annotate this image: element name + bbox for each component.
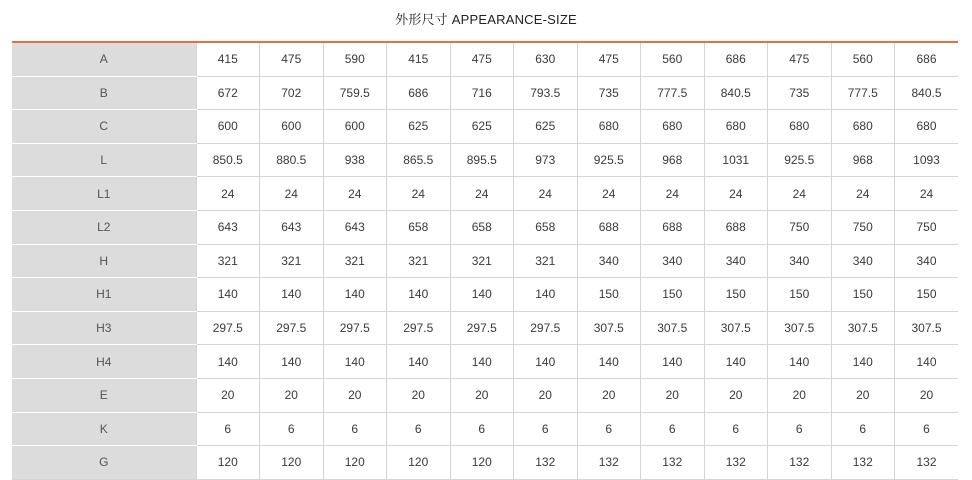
table-cell: 307.5: [831, 311, 895, 345]
table-cell: 688: [641, 210, 705, 244]
table-row: [12, 345, 958, 379]
table-cell: 140: [387, 278, 451, 312]
table-cell: 307.5: [641, 311, 705, 345]
table-cell: 321: [260, 244, 324, 278]
table-cell: 6: [831, 412, 895, 446]
table-cell: 680: [768, 110, 832, 144]
table-cell: 865.5: [387, 143, 451, 177]
table-cell: 340: [577, 244, 641, 278]
table-row: [12, 378, 958, 412]
table-cell: 680: [704, 110, 768, 144]
table-cell: 24: [514, 177, 578, 211]
table-cell: 735: [577, 76, 641, 110]
table-cell: 150: [704, 278, 768, 312]
table-cell: 150: [831, 278, 895, 312]
table-cell: 643: [196, 210, 260, 244]
table-cell: 475: [577, 43, 641, 76]
table-cell: 20: [450, 378, 514, 412]
table-cell: 132: [577, 446, 641, 480]
table-cell: 658: [387, 210, 451, 244]
appearance-size-table: [12, 43, 958, 480]
table-cell: 643: [260, 210, 324, 244]
row-label: H4: [12, 345, 196, 379]
table-cell: 321: [450, 244, 514, 278]
table-cell: 600: [260, 110, 324, 144]
table-cell: 297.5: [514, 311, 578, 345]
table-cell: 297.5: [323, 311, 387, 345]
table-cell: 24: [387, 177, 451, 211]
table-cell: 20: [768, 378, 832, 412]
table-cell: 968: [831, 143, 895, 177]
table-cell: 750: [768, 210, 832, 244]
row-label: H: [12, 244, 196, 278]
table-cell: 688: [577, 210, 641, 244]
table-cell: 850.5: [196, 143, 260, 177]
table-cell: 132: [895, 446, 959, 480]
table-cell: 24: [704, 177, 768, 211]
table-cell: 132: [514, 446, 578, 480]
row-label: E: [12, 378, 196, 412]
table-cell: 686: [895, 43, 959, 76]
table-row: [12, 43, 958, 76]
table-cell: 6: [450, 412, 514, 446]
table-cell: 132: [641, 446, 705, 480]
table-cell: 297.5: [260, 311, 324, 345]
table-cell: 140: [260, 345, 324, 379]
table-cell: 120: [387, 446, 451, 480]
row-label: B: [12, 76, 196, 110]
row-label: H3: [12, 311, 196, 345]
table-cell: 307.5: [577, 311, 641, 345]
table-cell: 321: [387, 244, 451, 278]
table-cell: 140: [450, 278, 514, 312]
table-cell: 140: [323, 278, 387, 312]
table-cell: 120: [196, 446, 260, 480]
table-row: [12, 143, 958, 177]
table-cell: 24: [577, 177, 641, 211]
table-cell: 658: [450, 210, 514, 244]
table-cell: 600: [196, 110, 260, 144]
table-cell: 895.5: [450, 143, 514, 177]
table-cell: 140: [768, 345, 832, 379]
table-cell: 625: [387, 110, 451, 144]
page-title: 外形尺寸 APPEARANCE-SIZE: [395, 12, 577, 27]
table-cell: 140: [641, 345, 705, 379]
table-cell: 840.5: [895, 76, 959, 110]
table-cell: 140: [514, 345, 578, 379]
row-label: A: [12, 43, 196, 76]
table-cell: 132: [831, 446, 895, 480]
table-cell: 150: [768, 278, 832, 312]
table-cell: 840.5: [704, 76, 768, 110]
table-cell: 340: [831, 244, 895, 278]
table-cell: 600: [323, 110, 387, 144]
table-cell: 150: [577, 278, 641, 312]
table-cell: 688: [704, 210, 768, 244]
table-cell: 625: [450, 110, 514, 144]
table-cell: 968: [641, 143, 705, 177]
table-cell: 6: [387, 412, 451, 446]
table-row: [12, 412, 958, 446]
table-cell: 20: [831, 378, 895, 412]
table-cell: 321: [323, 244, 387, 278]
table-cell: 6: [323, 412, 387, 446]
table-cell: 680: [895, 110, 959, 144]
table-cell: 680: [577, 110, 641, 144]
table-cell: 297.5: [387, 311, 451, 345]
table-cell: 475: [768, 43, 832, 76]
table-cell: 24: [260, 177, 324, 211]
table-cell: 777.5: [641, 76, 705, 110]
table-cell: 340: [895, 244, 959, 278]
table-cell: 6: [514, 412, 578, 446]
table-cell: 702: [260, 76, 324, 110]
table-cell: 150: [895, 278, 959, 312]
table-cell: 938: [323, 143, 387, 177]
table-cell: 6: [260, 412, 324, 446]
table-cell: 24: [768, 177, 832, 211]
table-cell: 321: [196, 244, 260, 278]
row-label: H1: [12, 278, 196, 312]
table-cell: 6: [768, 412, 832, 446]
table-cell: 340: [768, 244, 832, 278]
table-cell: 340: [704, 244, 768, 278]
table-cell: 307.5: [895, 311, 959, 345]
table-cell: 415: [387, 43, 451, 76]
table-cell: 680: [641, 110, 705, 144]
table-cell: 6: [704, 412, 768, 446]
table-cell: 415: [196, 43, 260, 76]
table-cell: 658: [514, 210, 578, 244]
table-cell: 973: [514, 143, 578, 177]
table-cell: 20: [514, 378, 578, 412]
table-cell: 925.5: [577, 143, 641, 177]
table-cell: 307.5: [704, 311, 768, 345]
table-cell: 793.5: [514, 76, 578, 110]
table-cell: 625: [514, 110, 578, 144]
table-cell: 140: [450, 345, 514, 379]
row-label: C: [12, 110, 196, 144]
table-cell: 686: [704, 43, 768, 76]
table-cell: 20: [196, 378, 260, 412]
table-cell: 132: [768, 446, 832, 480]
table-cell: 672: [196, 76, 260, 110]
table-cell: 750: [831, 210, 895, 244]
table-row: [12, 446, 958, 480]
table-cell: 686: [387, 76, 451, 110]
table-cell: 1031: [704, 143, 768, 177]
table-cell: 20: [641, 378, 705, 412]
table-row: [12, 311, 958, 345]
table-cell: 20: [895, 378, 959, 412]
table-cell: 297.5: [450, 311, 514, 345]
table-cell: 590: [323, 43, 387, 76]
table-cell: 140: [831, 345, 895, 379]
table-cell: 132: [704, 446, 768, 480]
table-cell: 560: [641, 43, 705, 76]
table-cell: 24: [323, 177, 387, 211]
table-cell: 630: [514, 43, 578, 76]
row-label: L1: [12, 177, 196, 211]
table-row: [12, 278, 958, 312]
table-cell: 475: [450, 43, 514, 76]
table-cell: 140: [260, 278, 324, 312]
table-cell: 24: [196, 177, 260, 211]
table-cell: 759.5: [323, 76, 387, 110]
table-cell: 140: [895, 345, 959, 379]
row-label: L: [12, 143, 196, 177]
table-cell: 475: [260, 43, 324, 76]
table-cell: 20: [323, 378, 387, 412]
table-cell: 6: [641, 412, 705, 446]
row-label: K: [12, 412, 196, 446]
table-row: [12, 210, 958, 244]
table-body: [12, 43, 958, 479]
table-cell: 880.5: [260, 143, 324, 177]
table-cell: 20: [260, 378, 324, 412]
table-cell: 140: [196, 278, 260, 312]
table-cell: 20: [577, 378, 641, 412]
table-cell: 6: [895, 412, 959, 446]
table-row: [12, 76, 958, 110]
table-cell: 20: [387, 378, 451, 412]
table-cell: 716: [450, 76, 514, 110]
row-label: G: [12, 446, 196, 480]
table-cell: 140: [514, 278, 578, 312]
table-cell: 140: [196, 345, 260, 379]
table-cell: 140: [387, 345, 451, 379]
table-cell: 321: [514, 244, 578, 278]
table-row: [12, 177, 958, 211]
table-cell: 643: [323, 210, 387, 244]
table-cell: 150: [641, 278, 705, 312]
table-cell: 120: [260, 446, 324, 480]
table-cell: 6: [577, 412, 641, 446]
table-cell: 680: [831, 110, 895, 144]
table-cell: 6: [196, 412, 260, 446]
table-cell: 140: [577, 345, 641, 379]
table-cell: 1093: [895, 143, 959, 177]
table-cell: 307.5: [768, 311, 832, 345]
table-cell: 297.5: [196, 311, 260, 345]
table-cell: 120: [323, 446, 387, 480]
table-cell: 735: [768, 76, 832, 110]
table-cell: 120: [450, 446, 514, 480]
table-cell: 24: [641, 177, 705, 211]
table-cell: 24: [450, 177, 514, 211]
table-cell: 24: [831, 177, 895, 211]
table-cell: 777.5: [831, 76, 895, 110]
table-cell: 20: [704, 378, 768, 412]
row-label: L2: [12, 210, 196, 244]
table-row: [12, 110, 958, 144]
table-row: [12, 244, 958, 278]
table-cell: 560: [831, 43, 895, 76]
table-cell: 140: [704, 345, 768, 379]
table-cell: 925.5: [768, 143, 832, 177]
table-cell: 750: [895, 210, 959, 244]
table-cell: 340: [641, 244, 705, 278]
table-cell: 24: [895, 177, 959, 211]
table-cell: 140: [323, 345, 387, 379]
